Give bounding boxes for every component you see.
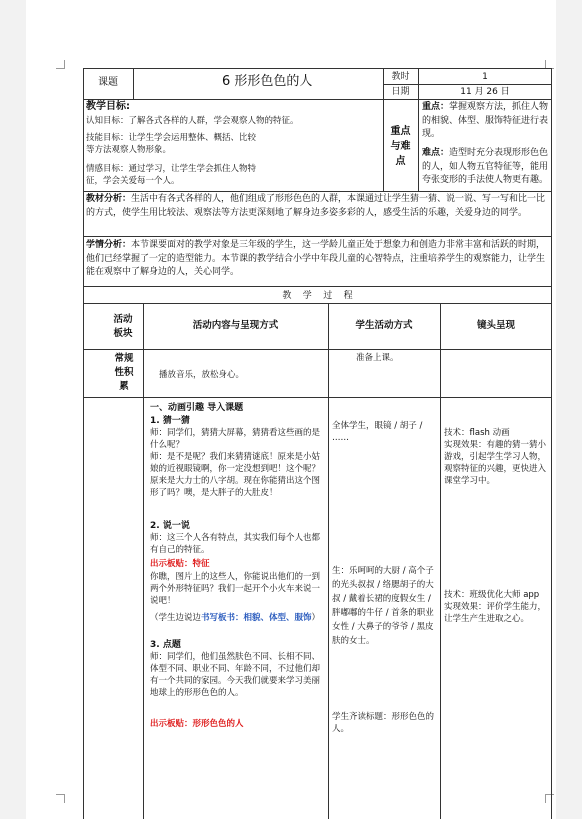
camera-technique-2: 技术：班级优化大师 app 实现效果：评价学生能力，让学生产生进取之心。 [444, 590, 547, 624]
header-divider [83, 99, 552, 100]
col-line [133, 68, 134, 99]
board-note-prefix: （学生边说边 [150, 613, 202, 623]
hard-point-body: 造型时充分表现形形色色的人，如人物五官特征等，能用夸张变形的手法使人物更有趣。 [422, 148, 549, 185]
student-analysis [86, 239, 550, 280]
column-student-activity: 学生活动方式 [355, 320, 413, 331]
routine-student: 准备上课。 [356, 353, 399, 363]
hours-value: 1 [482, 72, 488, 82]
row-line [83, 303, 552, 304]
board-note-suffix: ） [311, 613, 321, 623]
camera-technique-1: 技术：flash 动画 实现效果：有趣的猜一猜小游戏，引起学生学习人物，观察特征的兴趣，更快进入课堂学习中。 [444, 428, 547, 486]
key-point-title: 重点： [422, 102, 450, 112]
step-topic-text: 师：同学们，他们虽然肤色不同、长相不同、体型不同、职业不同、年龄不同，不过他们却有一个共同的家园。今天我们就要来学习美丽地球上的形形色色的人。 [150, 652, 321, 698]
crop-mark-bottom-left [56, 794, 65, 803]
student-activity-3: 学生齐读标题：形形色色的人。 [332, 712, 435, 734]
column-camera: 镜头呈现 [476, 320, 515, 331]
col-line [143, 303, 144, 819]
routine-content: 播放音乐，放松身心。 [159, 370, 245, 380]
goals-heading: 教学目标: [86, 101, 130, 112]
board-writing: 书写板书：相貌、体型、服饰 [201, 613, 312, 623]
row-line [83, 191, 552, 192]
goal-cognitive: 认知目标：了解各式各样的人群，学会观察人物的特征。 [86, 116, 299, 126]
row-line [83, 286, 552, 287]
step-say-text-2: 你瞧，图片上的这些人，你能说出他们的一到两个外形特征吗？我们一起开个小火车来说一说吧！ [150, 572, 321, 606]
title-label: 课题 [98, 77, 118, 88]
step-topic-title: 3. 点题 [150, 640, 181, 650]
date-value: 11 月 26 日 [460, 87, 510, 97]
date-label: 日期 [391, 87, 410, 97]
row-line [383, 84, 552, 85]
hard-point-text [422, 147, 550, 188]
step-say-text: 师：这三个人各有特点，其实我们每个人也都有自己的特征。 [150, 533, 321, 555]
board-title: 出示板贴：形形色色的人 [150, 719, 244, 729]
step-guess-title: 1. 猜一猜 [150, 416, 190, 426]
col-line [418, 99, 419, 191]
board-feature: 出示板贴：特征 [150, 559, 210, 569]
student-heading: 学情分析： [86, 240, 132, 250]
row-line [83, 397, 552, 398]
student-activity-1: 全体学生，眼镜 / 胡子 / …… [332, 421, 426, 443]
row-line [83, 236, 552, 237]
crop-mark-top-left [56, 60, 65, 69]
hours-label: 教时 [391, 72, 410, 82]
student-text: 本节课要面对的教学对象是三年级的学生，这一学龄儿童正处于想象力和创造力非常丰富和活跃的时期，他们已经掌握了一定的造型能力。本节课的教学结合小学中年段儿童的心智特点，注重培养学生的观察能力，让学生能在观察中了解身边的人，关心同学。 [86, 240, 546, 277]
col-line [383, 99, 384, 191]
goal-skill: 技能目标：让学生学会运用整体、概括、比较等方法观察人物形象。 [86, 133, 257, 155]
column-activity-block: 活动板块 [113, 314, 133, 339]
material-heading: 教材分析： [86, 194, 132, 204]
step-say-title: 2. 说一说 [150, 521, 190, 531]
routine-label: 常规性积累 [114, 353, 134, 392]
row-line [83, 349, 552, 350]
col-line [328, 303, 329, 819]
material-analysis [86, 193, 550, 220]
student-activity-2: 生：乐呵呵的大厨 / 高个子的光头叔叔 / 络腮胡子的大叔 / 戴着长裙的度假女生 / 胖嘟嘟的牛仔 / 首条的职业女性 / 大鼻子的爷爷 / 黑皮肤的女士。 [332, 566, 434, 646]
material-text: 生活中有各式各样的人，他们组成了形形色色的人群，本课通过让学生猜一猜、说一说、写一写和比一比的方式，使学生用比较法、观察法等方法更深刻地了解身边多姿多彩的人，感受生活的乐趣，关爱身边的同学。 [86, 194, 546, 218]
key-point-text [422, 101, 550, 142]
col-line [440, 303, 441, 819]
key-point-body: 掌握观察方法，抓住人物的相貌、体型、服饰特征进行表现。 [422, 102, 549, 139]
title-value: 6 形形色色的人 [222, 74, 313, 89]
key-points-label: 重点与难点 [390, 126, 411, 167]
section-title: 一、动画引趣 导入课题 [150, 403, 244, 413]
step-guess-text: 师：同学们，猜猜大屏幕，猜猜看这些画的是什么呢？ 师：是不是呢？我们来猜猜谜底！原来是小姑娘的近视眼镜啊，你一定没想到吧！这个呢？原来是大力士的八字胡。现在你能猜出这个图形了吗？噢，是大胖子的大肚皮！ [150, 428, 321, 498]
board-note [150, 612, 326, 624]
process-title: 教 学 过 程 [282, 291, 353, 301]
goal-emotion: 情感目标：通过学习，让学生学会抓住人物特征，学会关爱每一个人。 [86, 164, 257, 186]
document-page [26, 0, 556, 819]
hard-point-title: 难点： [422, 148, 450, 158]
column-content: 活动内容与呈现方式 [192, 320, 279, 331]
